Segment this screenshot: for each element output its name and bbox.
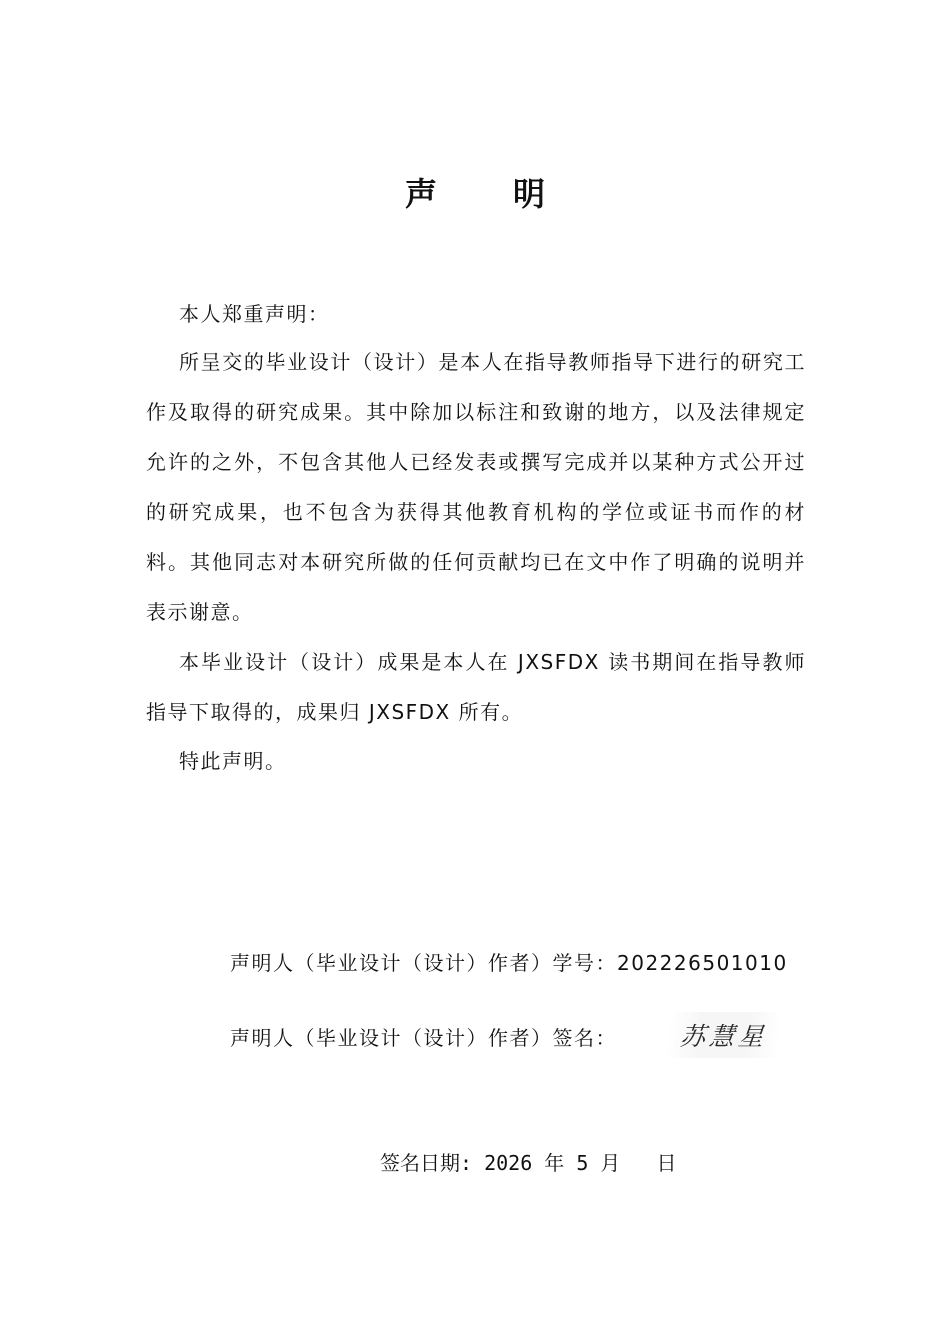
title-char-2: 明 xyxy=(513,175,546,213)
main-paragraph: 所呈交的毕业设计（设计）是本人在指导教师指导下进行的研究工作及取得的研究成果。其中除加以标注和致谢的地方，以及法律规定允许的之外，不包含其他人已经发表或撰写完成并以某种方式公开过的研究成果，也不包含为获得其他教育机构的学位或证书而作的材料。其他同志对本研究所做的任何贡献均已在文中作了明确的说明并表示谢意。 xyxy=(146,350,806,624)
salutation: 本人郑重声明： xyxy=(179,302,330,326)
ownership-paragraph: 本毕业设计（设计）成果是本人在 JXSFDX 读书期间在指导教师指导下取得的，成果归 JXSFDX 所有。 xyxy=(146,650,806,724)
handwritten-signature: 苏慧星 xyxy=(666,1012,783,1058)
title-char-1: 声 xyxy=(404,175,437,213)
page-title xyxy=(0,168,950,216)
declarant-signature-label: 声明人（毕业设计（设计）作者）签名： xyxy=(230,1026,617,1050)
closing-statement: 特此声明。 xyxy=(179,749,287,773)
signature-date: 签名日期: 2026 年 5 月 日 xyxy=(380,1151,677,1175)
declarant-id-line: 声明人（毕业设计（设计）作者）学号：202226501010 xyxy=(230,951,788,975)
